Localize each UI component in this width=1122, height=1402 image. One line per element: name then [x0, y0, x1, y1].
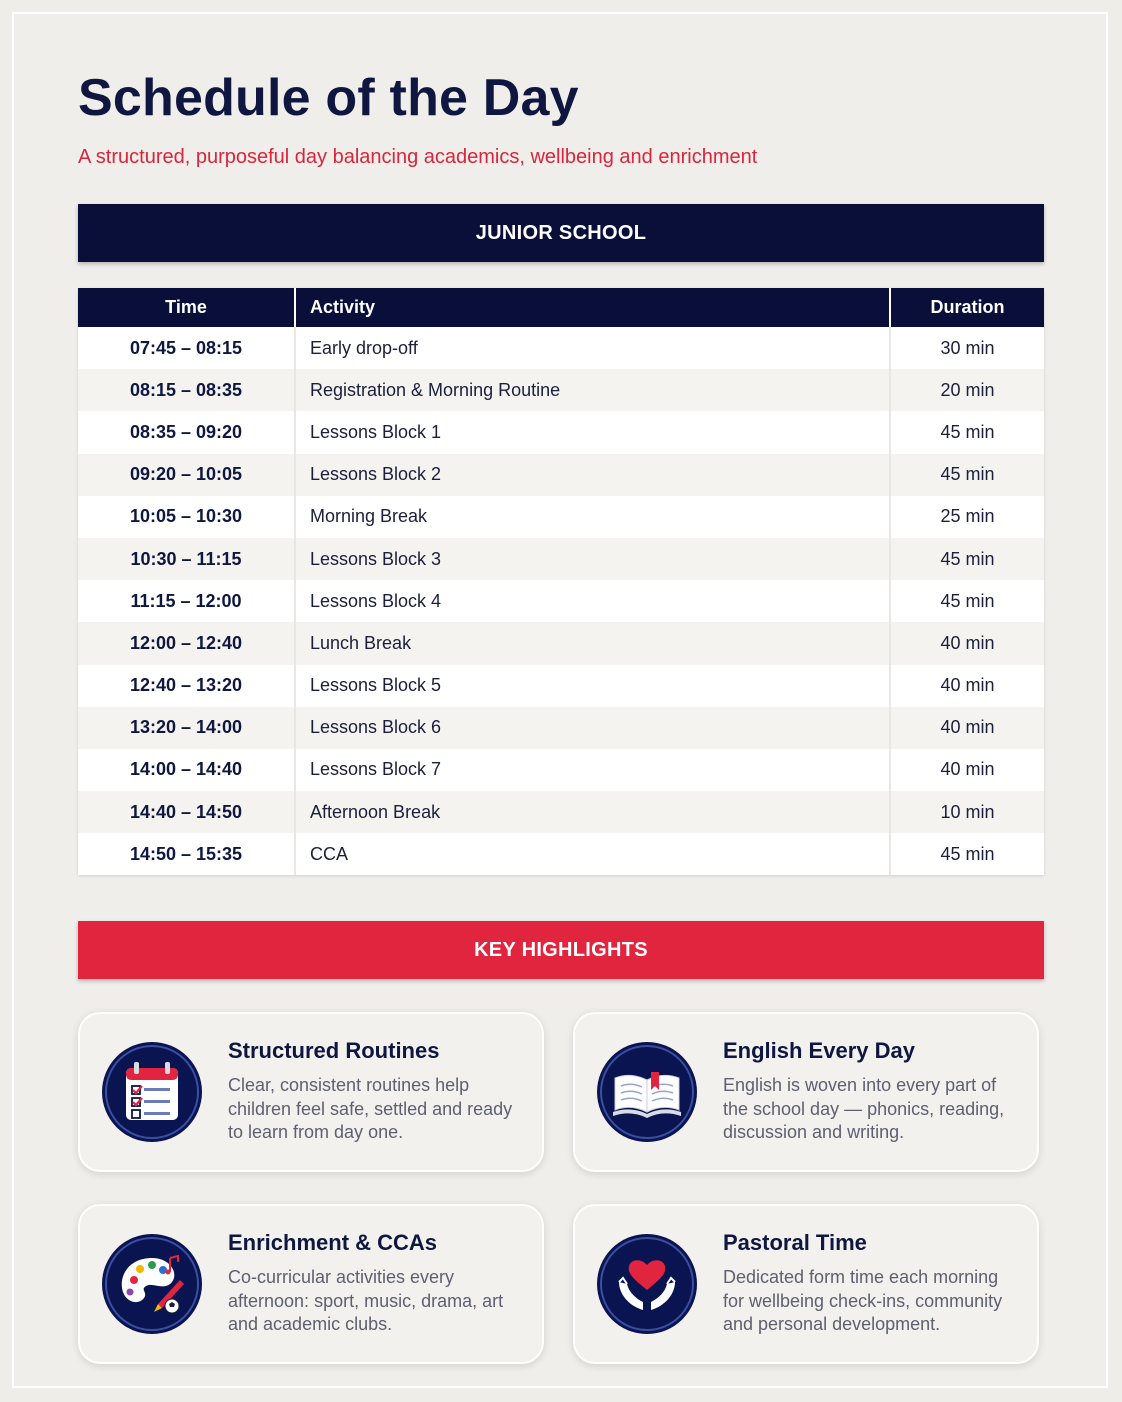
duration-cell: 30 min	[890, 327, 1044, 369]
table-row	[78, 791, 1044, 833]
time-cell: 12:00 – 12:40	[78, 622, 295, 664]
highlight-card-structured-routines	[78, 1012, 544, 1172]
time-cell: 12:40 – 13:20	[78, 665, 295, 707]
column-header-activity: Activity	[295, 288, 890, 327]
activity-cell: Afternoon Break	[295, 791, 890, 833]
time-cell: 10:30 – 11:15	[78, 538, 295, 580]
column-header-duration: Duration	[890, 288, 1044, 327]
time-cell: 13:20 – 14:00	[78, 707, 295, 749]
duration-cell: 40 min	[890, 707, 1044, 749]
activity-cell: Lessons Block 2	[295, 454, 890, 496]
highlight-text: English is woven into every part of the school day — phonics, reading, discussion and writing.	[723, 1075, 1005, 1142]
activity-cell: Lessons Block 6	[295, 707, 890, 749]
highlight-card-enrichment-ccas	[78, 1204, 544, 1364]
heart-hands-icon	[595, 1232, 699, 1336]
table-row	[78, 538, 1044, 580]
highlight-card-pastoral-time	[573, 1204, 1039, 1364]
highlight-title: Pastoral Time	[723, 1230, 867, 1255]
time-cell: 14:40 – 14:50	[78, 791, 295, 833]
time-cell: 14:50 – 15:35	[78, 833, 295, 875]
duration-cell: 40 min	[890, 665, 1044, 707]
highlight-title: English Every Day	[723, 1038, 915, 1063]
activity-cell: Lessons Block 7	[295, 749, 890, 791]
duration-cell: 10 min	[890, 791, 1044, 833]
table-row	[78, 707, 1044, 749]
schedule-table	[78, 288, 1044, 875]
duration-cell: 45 min	[890, 833, 1044, 875]
activity-cell: Registration & Morning Routine	[295, 369, 890, 411]
palette-icon	[100, 1232, 204, 1336]
table-row	[78, 327, 1044, 369]
table-row	[78, 833, 1044, 875]
table-row	[78, 411, 1044, 453]
duration-cell: 25 min	[890, 496, 1044, 538]
duration-cell: 45 min	[890, 580, 1044, 622]
time-cell: 11:15 – 12:00	[78, 580, 295, 622]
duration-cell: 45 min	[890, 411, 1044, 453]
activity-cell: Lessons Block 4	[295, 580, 890, 622]
highlight-text: Clear, consistent routines help children feel safe, settled and ready to learn from day one.	[228, 1075, 513, 1142]
junior-school-banner: JUNIOR SCHOOL	[78, 204, 1044, 262]
page-title: Schedule of the Day	[78, 69, 579, 127]
activity-cell: Early drop-off	[295, 327, 890, 369]
table-row	[78, 622, 1044, 664]
activity-cell: Morning Break	[295, 496, 890, 538]
duration-cell: 40 min	[890, 622, 1044, 664]
key-highlights-banner: KEY HIGHLIGHTS	[78, 921, 1044, 979]
duration-cell: 45 min	[890, 538, 1044, 580]
open-book-icon	[595, 1040, 699, 1144]
schedule-header-row	[78, 288, 1044, 327]
highlight-text: Dedicated form time each morning for wellbeing check-ins, community and personal development.	[723, 1267, 1003, 1334]
time-cell: 14:00 – 14:40	[78, 749, 295, 791]
column-header-time: Time	[78, 288, 295, 327]
duration-cell: 40 min	[890, 749, 1044, 791]
activity-cell: Lunch Break	[295, 622, 890, 664]
duration-cell: 45 min	[890, 454, 1044, 496]
time-cell: 09:20 – 10:05	[78, 454, 295, 496]
highlight-text: Co-curricular activities every afternoon: sport, music, drama, art and academic clubs.	[228, 1267, 504, 1334]
calendar-checklist-icon	[100, 1040, 204, 1144]
table-row	[78, 665, 1044, 707]
highlight-title: Structured Routines	[228, 1038, 440, 1063]
table-row	[78, 580, 1044, 622]
page-subtitle: A structured, purposeful day balancing academics, wellbeing and enrichment	[78, 146, 758, 168]
table-row	[78, 369, 1044, 411]
activity-cell: Lessons Block 5	[295, 665, 890, 707]
table-row	[78, 454, 1044, 496]
activity-cell: CCA	[295, 833, 890, 875]
activity-cell: Lessons Block 1	[295, 411, 890, 453]
table-row	[78, 749, 1044, 791]
highlight-card-english-every-day	[573, 1012, 1039, 1172]
activity-cell: Lessons Block 3	[295, 538, 890, 580]
duration-cell: 20 min	[890, 369, 1044, 411]
time-cell: 08:35 – 09:20	[78, 411, 295, 453]
time-cell: 07:45 – 08:15	[78, 327, 295, 369]
time-cell: 10:05 – 10:30	[78, 496, 295, 538]
highlight-title: Enrichment & CCAs	[228, 1230, 438, 1255]
table-row	[78, 496, 1044, 538]
time-cell: 08:15 – 08:35	[78, 369, 295, 411]
